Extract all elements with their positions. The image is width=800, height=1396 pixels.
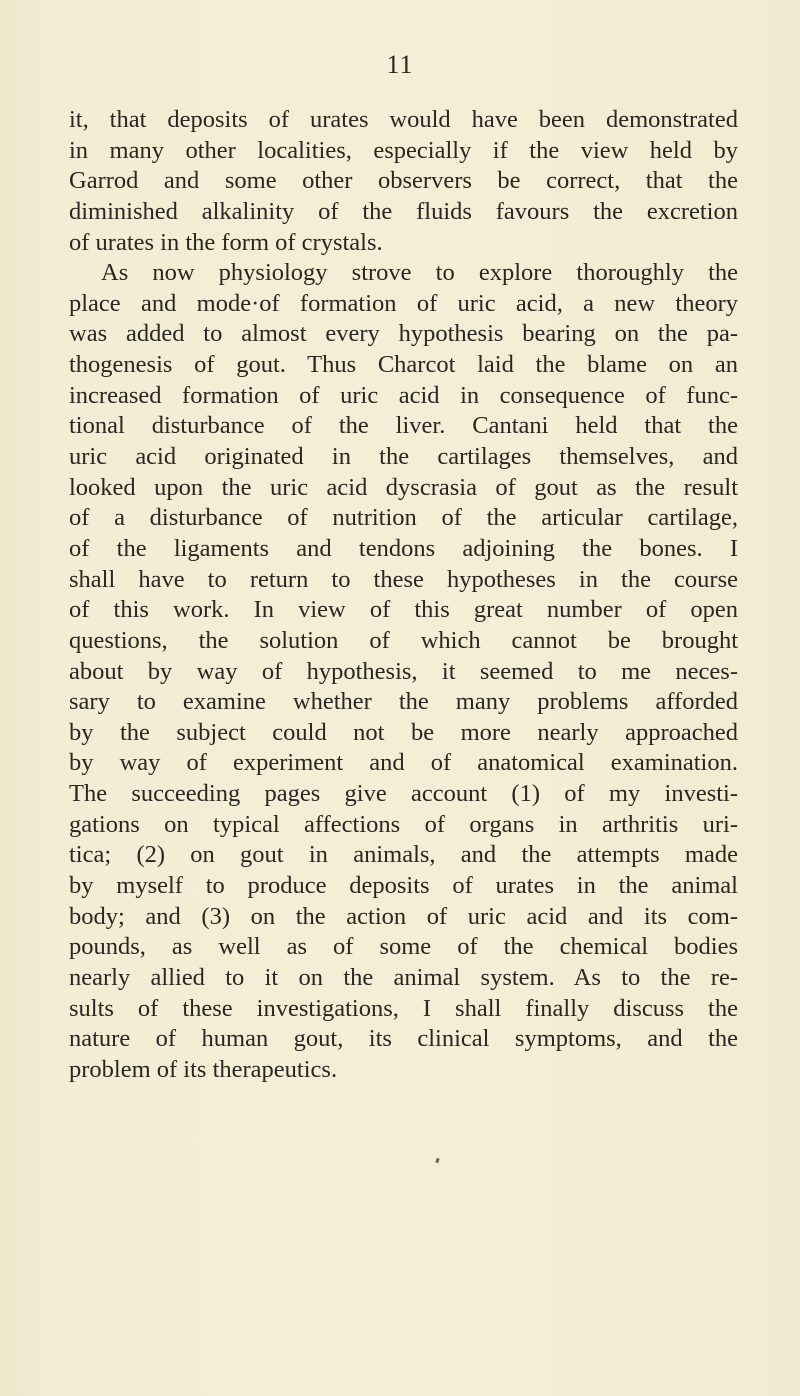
text-line: of the ligaments and tendons adjoining the bones. I xyxy=(69,534,738,562)
text-line: increased formation of uric acid in consequence of func- xyxy=(69,381,738,409)
text-line: diminished alkalinity of the fluids favours the excretion xyxy=(69,197,738,225)
text-line: was added to almost every hypothesis bearing on the pa- xyxy=(69,320,738,348)
text-line: questions, the solution of which cannot be brought xyxy=(69,626,738,654)
text-line: tional disturbance of the liver. Cantani held that the xyxy=(69,412,738,440)
text-line: nature of human gout, its clinical symptoms, and the xyxy=(69,1025,738,1053)
text-line: by the subject could not be more nearly approached xyxy=(69,718,738,746)
text-line: in many other localities, especially if the view held by xyxy=(69,136,738,164)
text-line: by myself to produce deposits of urates in the animal xyxy=(69,872,738,900)
text-line: place and mode·of formation of uric acid, a new theory xyxy=(69,289,738,317)
text-line: As now physiology strove to explore thoroughly the xyxy=(101,259,738,287)
text-line: by way of experiment and of anatomical examination. xyxy=(69,749,738,777)
text-line: nearly allied to it on the animal system. As to the re- xyxy=(69,963,738,991)
body-text xyxy=(69,105,738,1086)
text-line: of a disturbance of nutrition of the articular cartilage, xyxy=(69,504,738,532)
page-number: 11 xyxy=(386,50,414,79)
text-line: shall have to return to these hypotheses in the course xyxy=(69,565,738,593)
text-line: thogenesis of gout. Thus Charcot laid the blame on an xyxy=(69,351,738,379)
text-line: of urates in the form of crystals. xyxy=(69,228,383,256)
text-line: problem of its therapeutics. xyxy=(69,1055,338,1083)
text-line: tica; (2) on gout in animals, and the attempts made xyxy=(69,841,738,869)
text-line: looked upon the uric acid dyscrasia of gout as the result xyxy=(69,473,738,501)
text-line: gations on typical affections of organs in arthritis uri- xyxy=(69,810,738,838)
text-line: uric acid originated in the cartilages themselves, and xyxy=(69,443,738,471)
text-line: Garrod and some other observers be correct, that the xyxy=(69,167,738,195)
text-line: The succeeding pages give account (1) of my investi- xyxy=(69,780,738,808)
text-line: about by way of hypothesis, it seemed to me neces- xyxy=(69,657,738,685)
text-line: sary to examine whether the many problems afforded xyxy=(69,688,738,716)
text-line: it, that deposits of urates would have been demonstrated xyxy=(69,106,738,133)
text-line: of this work. In view of this great number of open xyxy=(69,596,738,624)
text-line: sults of these investigations, I shall finally discuss the xyxy=(69,994,738,1022)
print-speck xyxy=(435,1158,440,1164)
text-line: pounds, as well as of some of the chemical bodies xyxy=(69,933,738,961)
text-line: body; and (3) on the action of uric acid and its com- xyxy=(69,902,738,930)
